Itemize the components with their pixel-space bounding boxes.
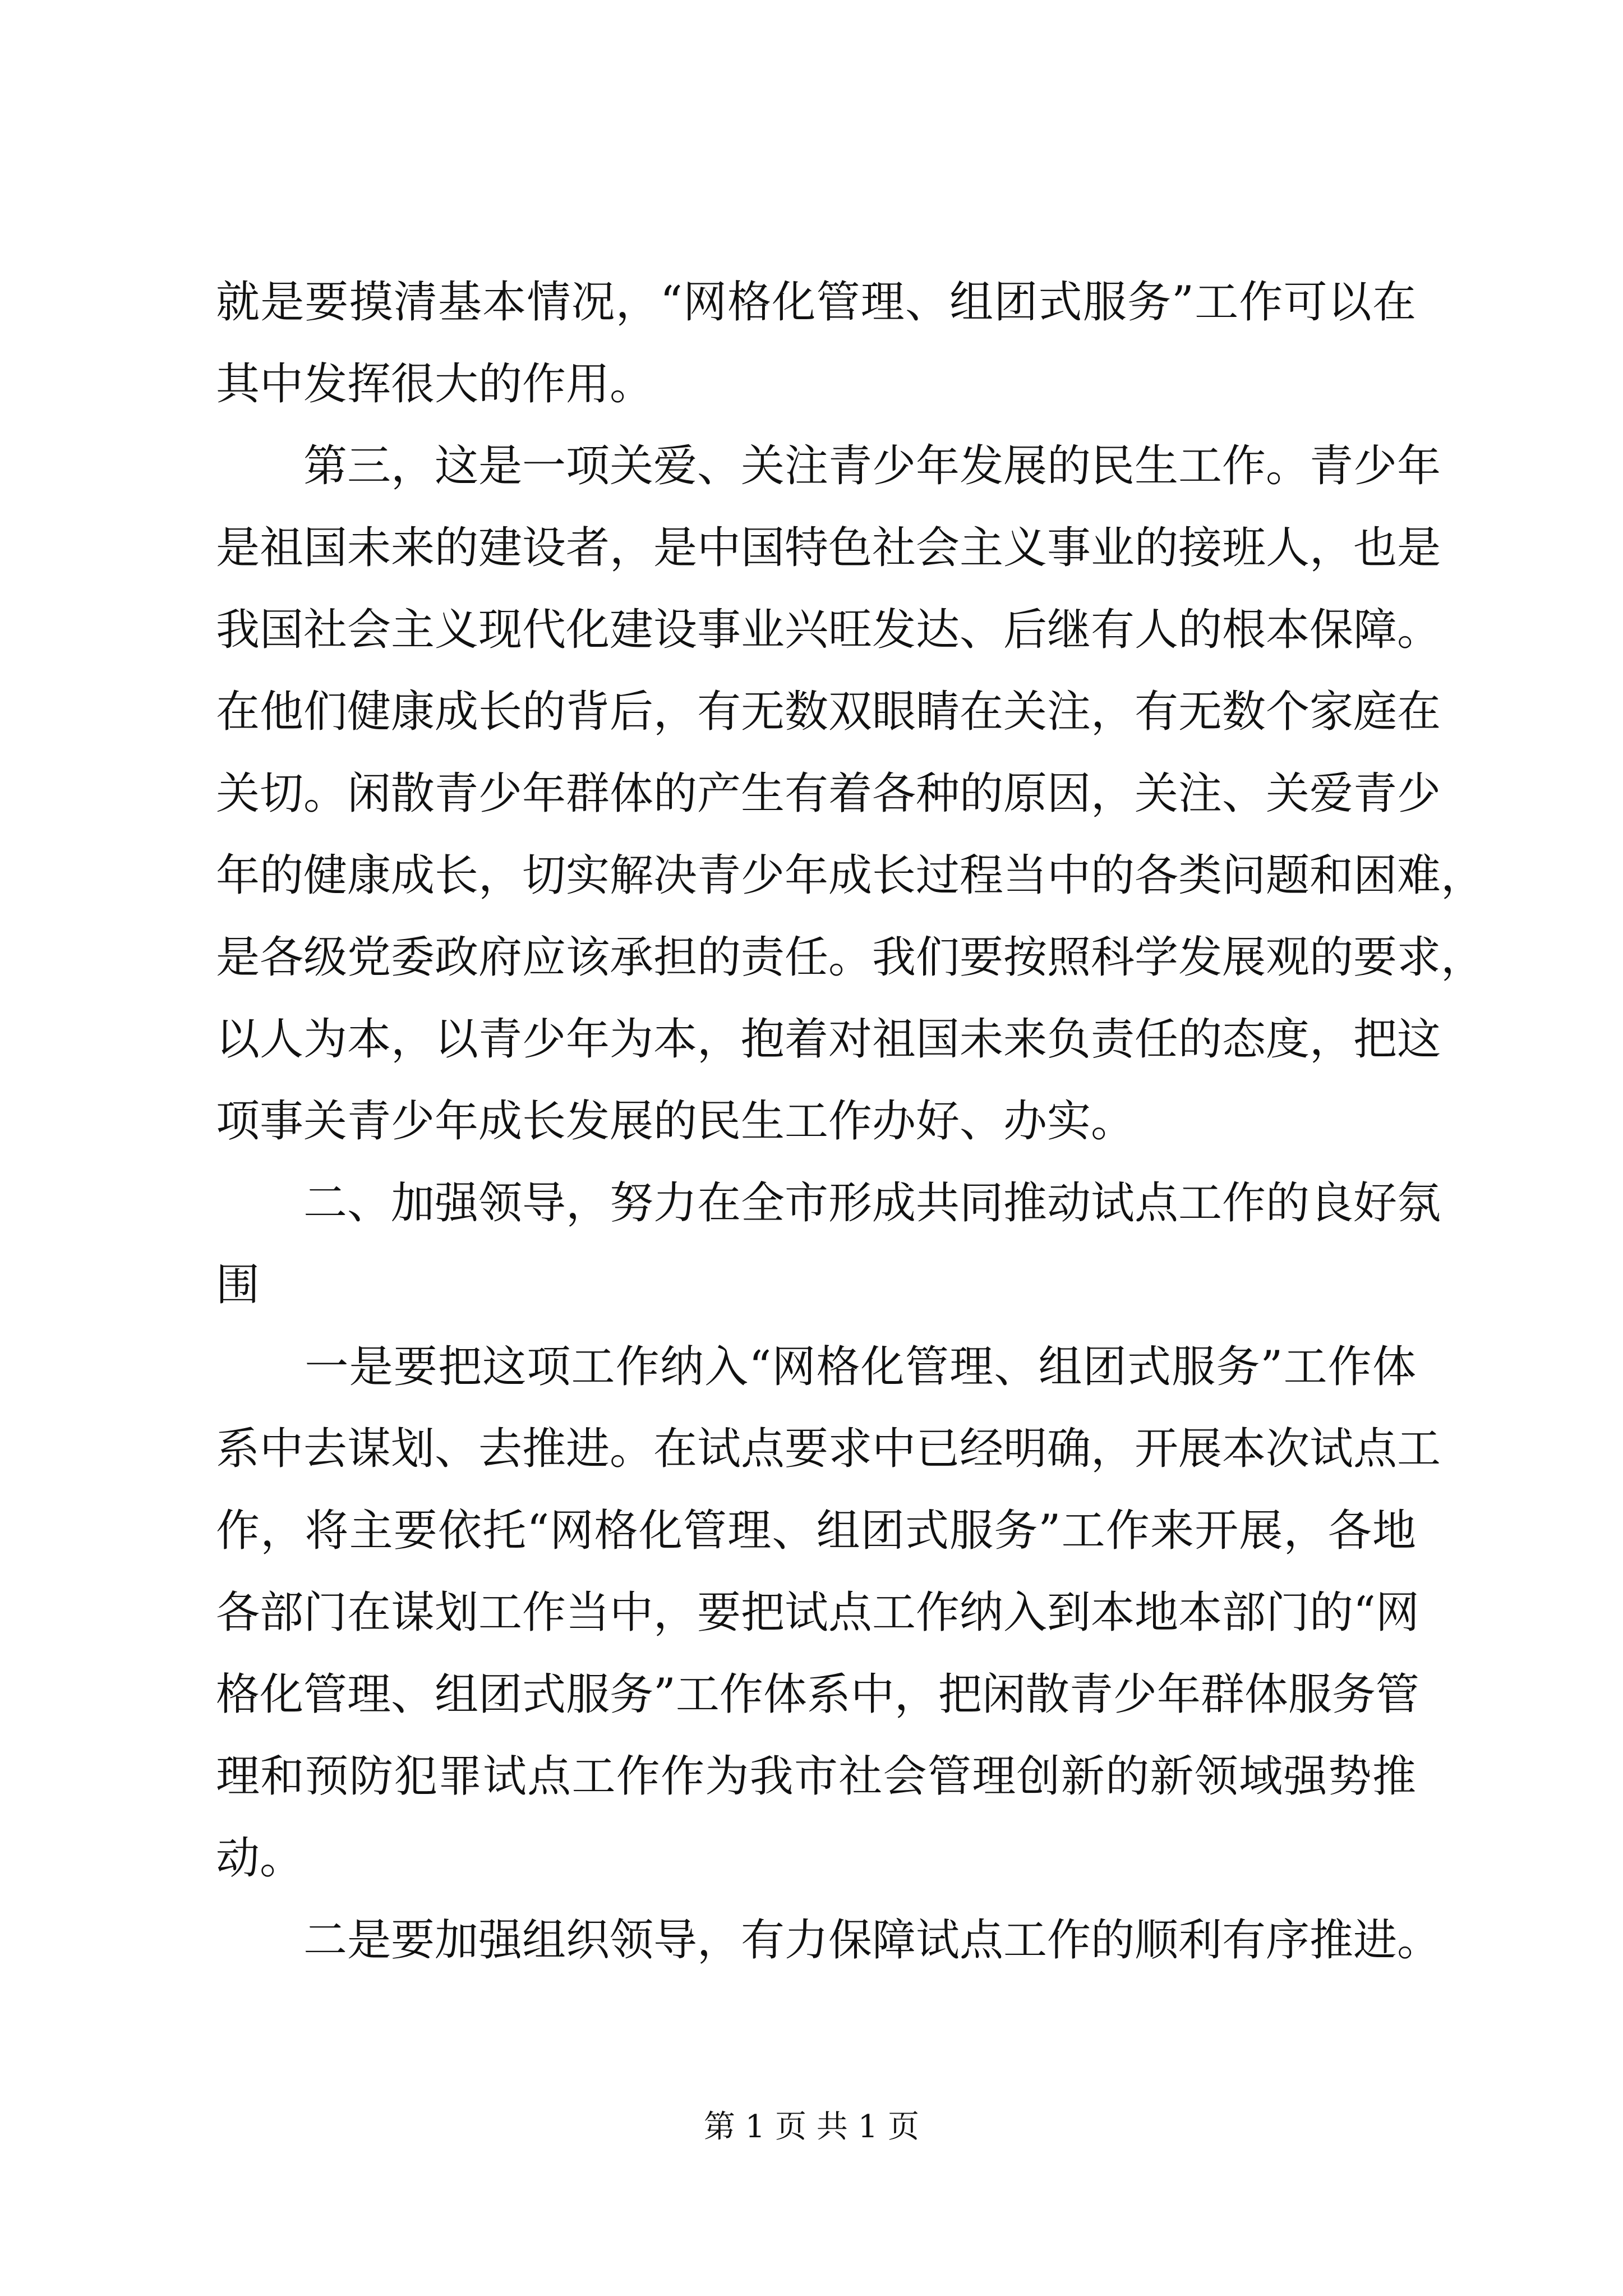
section-heading-line: 围 [216,1260,260,1310]
text-line: 我国社会主义现代化建设事业兴旺发达、后继有人的根本保障。 [216,605,1441,655]
text-line: 一是要把这项工作纳入“网格化管理、组团式服务”工作体 [216,1342,1416,1392]
text-line: 理和预防犯罪试点工作作为我市社会管理创新的新领域强势推 [216,1751,1416,1802]
text-line: 各部门在谋划工作当中，要把试点工作纳入到本地本部门的“网 [216,1588,1419,1638]
text-line: 格化管理、组团式服务”工作体系中，把闲散青少年群体服务管 [216,1669,1419,1720]
text-line: 第三，这是一项关爱、关注青少年发展的民生工作。青少年 [216,441,1441,491]
text-line: 动。 [216,1833,304,1884]
document-body [216,261,1485,1981]
text-line: 年的健康成长，切实解决青少年成长过程当中的各类问题和困难， [216,850,1485,901]
text-line: 以人为本，以青少年为本，抱着对祖国未来负责任的态度，把这 [216,1014,1441,1065]
text-line: 就是要摸清基本情况，“网格化管理、组团式服务”工作可以在 [216,277,1416,328]
text-line: 是各级党委政府应该承担的责任。我们要按照科学发展观的要求， [216,932,1485,983]
text-line: 是祖国未来的建设者，是中国特色社会主义事业的接班人，也是 [216,523,1441,573]
text-line: 在他们健康成长的背后，有无数双眼睛在关注，有无数个家庭在 [216,687,1441,737]
text-line: 作，将主要依托“网格化管理、组团式服务”工作来开展，各地 [216,1506,1416,1556]
text-line: 二是要加强组织领导，有力保障试点工作的顺利有序推进。 [216,1915,1441,1966]
text-line: 其中发挥很大的作用。 [216,359,654,409]
text-line: 系中去谋划、去推进。在试点要求中已经明确，开展本次试点工 [216,1424,1441,1474]
text-line: 关切。闲散青少年群体的产生有着各种的原因，关注、关爱青少 [216,769,1441,819]
text-line: 项事关青少年成长发展的民生工作办好、办实。 [216,1096,1135,1147]
page-footer: 第 1 页 共 1 页 [703,2109,920,2145]
section-heading-line: 二、加强领导，努力在全市形成共同推动试点工作的良好氛 [216,1178,1441,1228]
